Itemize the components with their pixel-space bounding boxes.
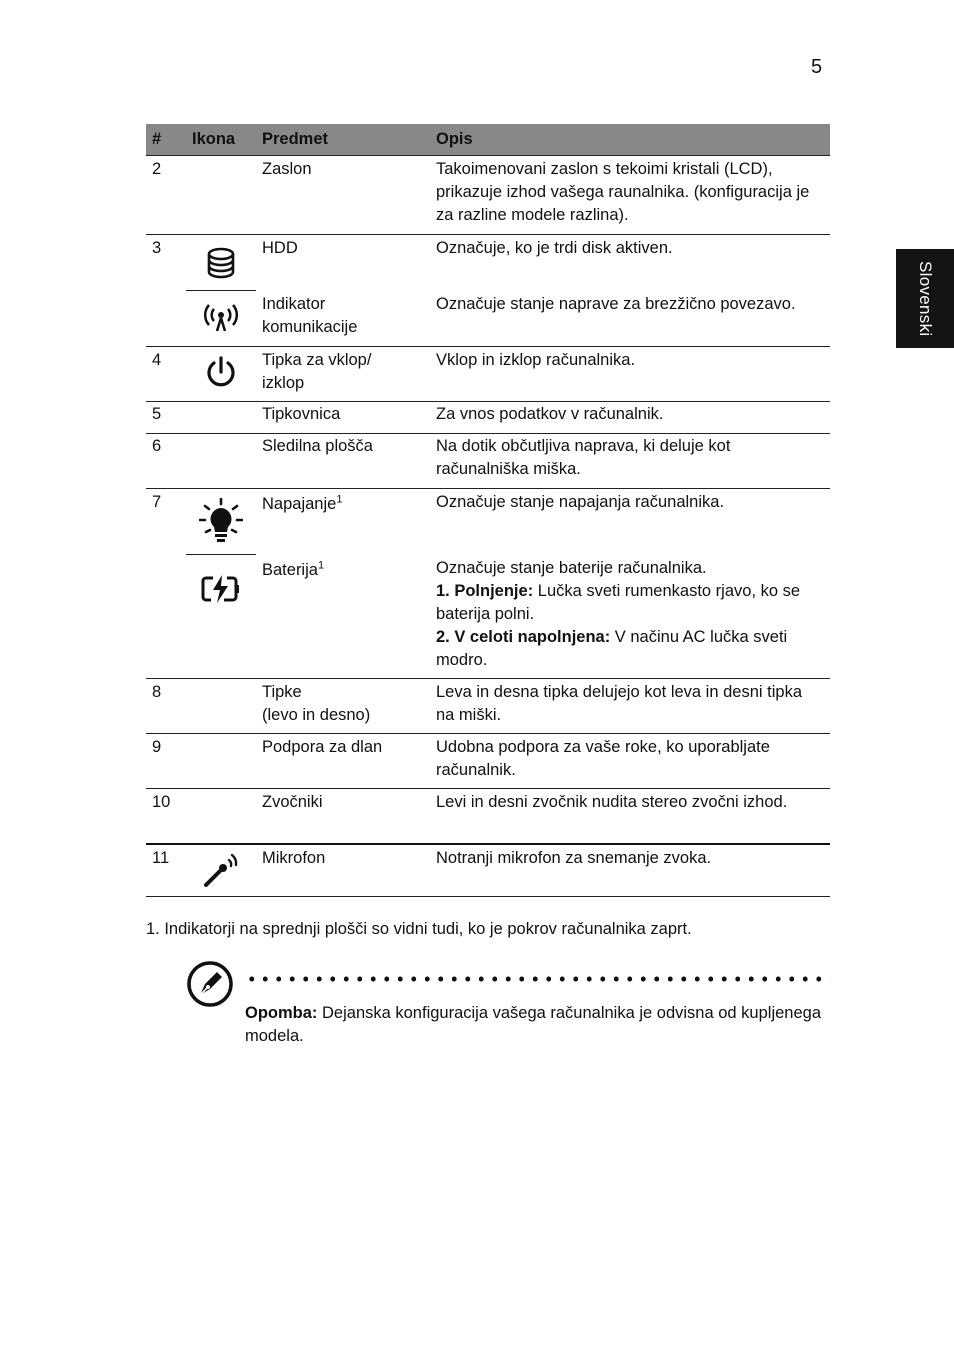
footnote: 1. Indikatorji na sprednji plošči so vidni tudi, ko je pokrov računalnika zaprt. — [146, 920, 692, 938]
row-item: HDD — [256, 235, 430, 291]
note-pen-icon — [186, 960, 234, 1013]
table-header-row — [146, 124, 830, 156]
row-number: 5 — [146, 402, 186, 434]
table-row — [146, 679, 830, 734]
note-text: Opomba: Dejanska konfiguracija vašega računalnika je odvisna od kupljenega modela. — [245, 1004, 821, 1045]
row-number: 7 — [146, 489, 186, 555]
header-item: Predmet — [256, 124, 430, 156]
row-description: Udobna podpora za vaše roke, ko uporabljate računalnik. — [430, 734, 830, 789]
row-item: Sledilna plošča — [256, 434, 430, 489]
wireless-icon — [192, 291, 250, 346]
table-row — [146, 489, 830, 555]
row-number: 10 — [146, 789, 186, 844]
row-item: Indikator komunikacije — [262, 294, 358, 336]
hdd-icon — [192, 235, 250, 290]
page-number: 5 — [811, 56, 823, 78]
table-row — [146, 156, 830, 235]
table-row — [146, 402, 830, 434]
table-row — [146, 291, 830, 347]
row-description: Označuje stanje naprave za brezžično povezavo. — [436, 294, 796, 313]
table-row — [146, 844, 830, 897]
row-number: 9 — [146, 734, 186, 789]
row-description: Označuje stanje baterije računalnika. 1. Polnjenje: Lučka sveti rumenkasto rjavo, ko se baterija polni. 2. V celoti napolnjena: V načinu AC lučka sveti modro. — [436, 558, 801, 669]
table-row — [146, 347, 830, 402]
row-description: Leva in desna tipka delujejo kot leva in desni tipka na miški. — [430, 679, 830, 734]
table-row — [146, 434, 830, 489]
row-item: Baterija$^1$ — [262, 559, 325, 579]
table-row — [146, 555, 830, 679]
row-item: Zaslon — [262, 160, 312, 178]
row-description: Za vnos podatkov v računalnik. — [430, 402, 830, 434]
row-number: 2 — [152, 160, 162, 178]
note-divider — [245, 976, 830, 982]
language-tab-label: Slovenski — [916, 260, 935, 337]
row-number: 3 — [146, 235, 186, 291]
row-item: Mikrofon — [256, 844, 430, 897]
row-item: Napajanje$^1$ — [256, 489, 430, 555]
header-description: Opis — [430, 124, 830, 156]
battery-icon — [192, 575, 250, 603]
row-item: Podpora za dlan — [256, 734, 430, 789]
row-description: Levi in desni zvočnik nudita stereo zvočni izhod. — [430, 789, 830, 844]
header-icon: Ikona — [186, 124, 256, 156]
row-item: Tipka za vklop/ izklop — [256, 347, 430, 402]
power-indicator-icon — [192, 489, 250, 554]
table-row — [146, 235, 830, 291]
row-number: 6 — [146, 434, 186, 489]
power-icon — [192, 347, 250, 397]
row-item: Tipke (levo in desno) — [256, 679, 430, 734]
row-number: 8 — [146, 679, 186, 734]
row-description: Označuje, ko je trdi disk aktiven. — [430, 235, 830, 291]
row-description: Notranji mikrofon za snemanje zvoka. — [430, 844, 830, 897]
row-description: Takoimenovani zaslon s tekoimi kristali (LCD), prikazuje izhod vašega raunalnika. (konfiguracija je za razline modele razlina). — [436, 160, 810, 224]
row-item: Zvočniki — [256, 789, 430, 844]
row-number: 4 — [146, 347, 186, 402]
row-description: Vklop in izklop računalnika. — [430, 347, 830, 402]
row-description: Označuje stanje napajanja računalnika. — [430, 489, 830, 555]
row-item: Tipkovnica — [256, 402, 430, 434]
header-number: # — [146, 124, 186, 156]
microphone-icon — [192, 845, 250, 895]
table-row — [146, 789, 830, 844]
table-row — [146, 734, 830, 789]
row-number: 11 — [146, 844, 186, 897]
row-description: Na dotik občutljiva naprava, ki deluje kot računalniška miška. — [430, 434, 830, 489]
components-table — [146, 124, 830, 897]
language-tab — [896, 249, 954, 348]
